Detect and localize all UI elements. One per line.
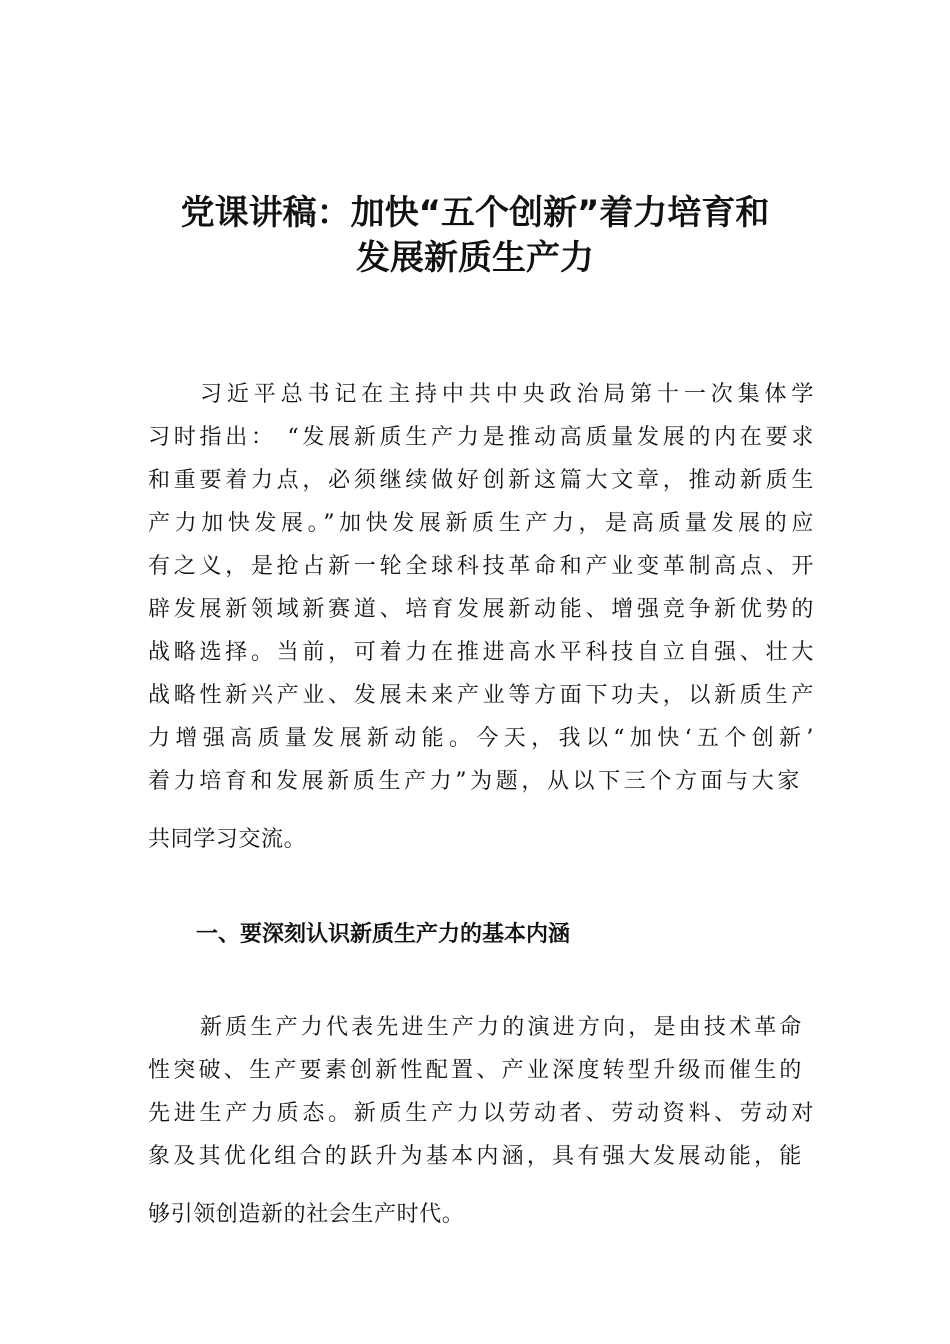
paragraph-line: 力增强高质量发展新动能。今天，我以“加快‘五个创新’ [148, 726, 814, 751]
document-title-line-2: 发展新质生产力 [356, 238, 594, 278]
paragraph-line: 共同学习交流。 [148, 827, 307, 852]
paragraph-line: 性突破、生产要素创新性配置、产业深度转型升级而催生的 [148, 1058, 802, 1083]
paragraph-line: 战略性新兴产业、发展未来产业等方面下功夫，以新质生产 [148, 683, 814, 708]
paragraph-line: 战略选择。当前，可着力在推进高水平科技自立自强、壮大 [148, 640, 814, 665]
section-heading: 一、要深刻认识新质生产力的基本内涵 [196, 922, 571, 947]
paragraph-line: 着力培育和发展新质生产力”为题，从以下三个方面与大家 [148, 769, 800, 794]
paragraph-line: 先进生产力质态。新质生产力以劳动者、劳动资料、劳动对 [148, 1101, 814, 1126]
paragraph-line: 习近平总书记在主持中共中央政治局第十一次集体学 [200, 382, 814, 407]
paragraph-line: 辟发展新领域新赛道、培育发展新动能、增强竞争新优势的 [148, 597, 814, 622]
paragraph-line: 新质生产力代表先进生产力的演进方向，是由技术革命 [200, 1015, 802, 1040]
paragraph-line: 和重要着力点，必须继续做好创新这篇大文章，推动新质生 [148, 468, 814, 493]
paragraph-line: 有之义，是抢占新一轮全球科技革命和产业变革制高点、开 [148, 554, 814, 579]
paragraph-line: 够引领创造新的社会生产时代。 [148, 1202, 465, 1227]
paragraph-line: 象及其优化组合的跃升为基本内涵，具有强大发展动能，能 [148, 1144, 802, 1169]
paragraph-line: 习时指出： “发展新质生产力是推动高质量发展的内在要求 [148, 425, 814, 450]
paragraph-line: 产力加快发展。”加快发展新质生产力，是高质量发展的应 [148, 511, 814, 536]
document-title-line-1: 党课讲稿：加快“五个创新”着力培育和 [180, 193, 770, 233]
